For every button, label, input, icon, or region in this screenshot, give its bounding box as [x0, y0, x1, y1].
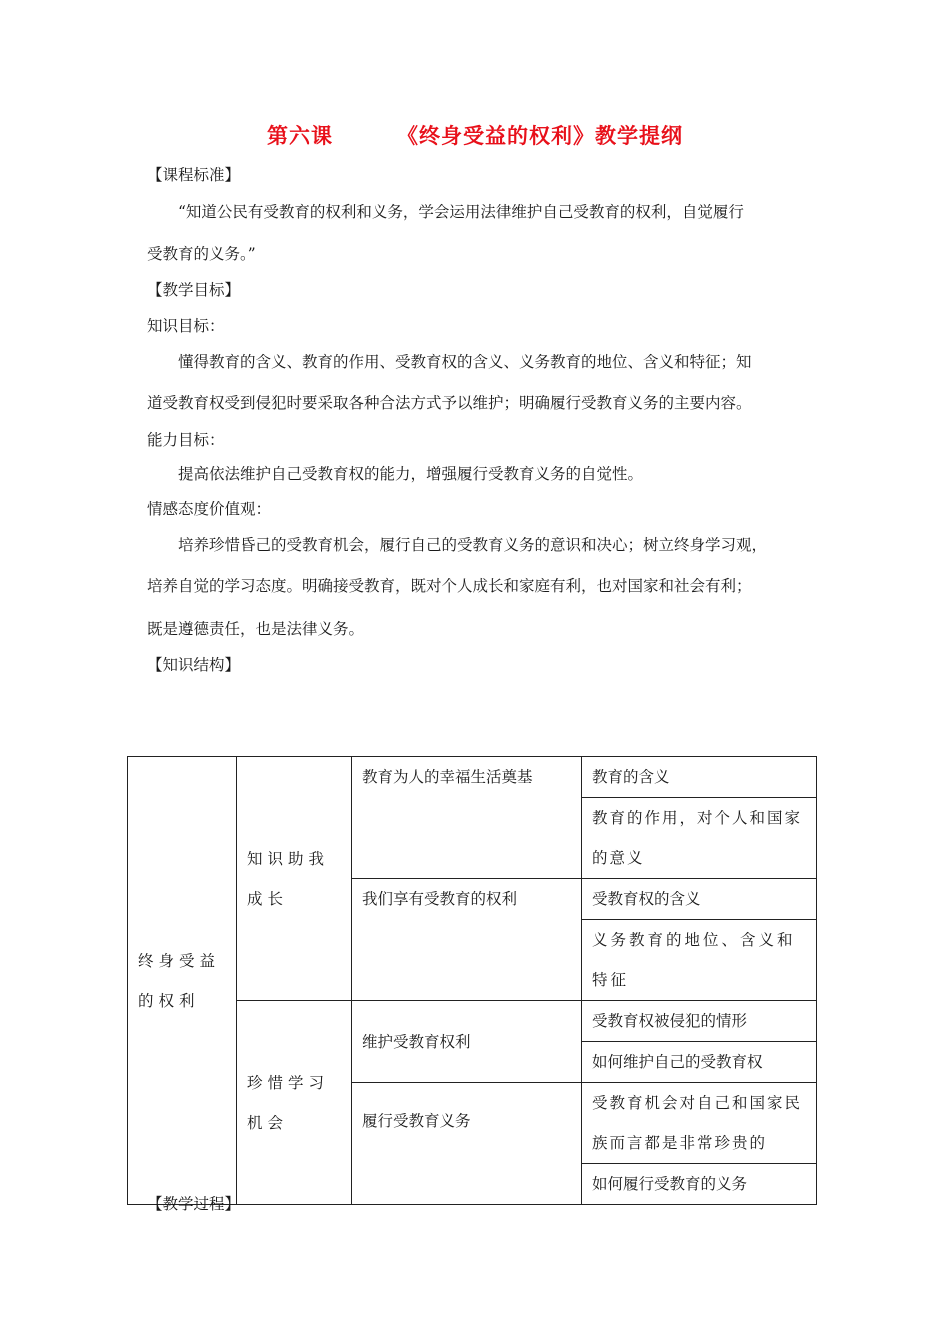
topic-cell: 我们享有受教育的权利 — [352, 879, 582, 1001]
ability-goal-line: 提高依法维护自己受教育权的能力，增强履行受教育义务的自觉性。 — [178, 465, 644, 483]
standard-text-line: 受教育的义务。” — [147, 245, 256, 263]
section-heading-standard: 【课程标准】 — [147, 166, 241, 184]
point-cell: 受教育权被侵犯的情形 — [582, 1001, 817, 1042]
lesson-number: 第六课 — [267, 124, 333, 148]
emotion-goal-line: 培养自觉的学习态度。明确接受教育，既对个人成长和家庭有利，也对国家和社会有利； — [147, 577, 752, 595]
point-cell: 受教育机会对自己和国家民族而言都是非常珍贵的 — [582, 1083, 817, 1164]
point-cell: 教育的含义 — [582, 757, 817, 798]
section-heading-process: 【教学过程】 — [147, 1195, 241, 1213]
topic-cell: 履行受教育义务 — [352, 1083, 582, 1205]
topic-cell: 维护受教育权利 — [352, 1001, 582, 1083]
knowledge-goal-line: 道受教育权受到侵犯时要采取各种合法方式予以维护；明确履行受教育义务的主要内容。 — [147, 394, 752, 412]
point-cell: 义务教育的地位、含义和特征 — [582, 920, 817, 1001]
knowledge-goal-label: 知识目标： — [147, 317, 225, 335]
emotion-goal-line: 培养珍惜昏己的受教育机会，履行自己的受教育义务的意识和决心；树立终身学习观， — [178, 536, 768, 554]
structure-root-cell: 终身受益的权利 — [128, 757, 237, 1205]
section-heading-structure: 【知识结构】 — [147, 656, 241, 674]
point-cell: 如何维护自己的受教育权 — [582, 1042, 817, 1083]
branch-opportunity-cell: 珍惜学习机会 — [237, 1001, 352, 1205]
knowledge-goal-line: 懂得教育的含义、教育的作用、受教育权的含义、义务教育的地位、含义和特征；知 — [178, 353, 752, 371]
standard-text-line: “知道公民有受教育的权利和义务，学会运用法律维护自己受教育的权利，自觉履行 — [178, 203, 744, 221]
topic-cell: 教育为人的幸福生活奠基 — [352, 757, 582, 879]
branch-knowledge-cell: 知识助我成长 — [237, 757, 352, 1001]
page-title — [0, 120, 950, 150]
ability-goal-label: 能力目标： — [147, 431, 225, 449]
point-cell: 受教育权的含义 — [582, 879, 817, 920]
section-heading-goals: 【教学目标】 — [147, 281, 241, 299]
emotion-goal-line: 既是遵德责任，也是法律义务。 — [147, 620, 365, 638]
knowledge-structure-table — [127, 756, 817, 1205]
point-cell: 如何履行受教育的义务 — [582, 1164, 817, 1205]
point-cell: 教育的作用，对个人和国家的意义 — [582, 798, 817, 879]
lesson-title: 《终身受益的权利》教学提纲 — [397, 124, 683, 148]
emotion-goal-label: 情感态度价值观： — [147, 500, 272, 518]
